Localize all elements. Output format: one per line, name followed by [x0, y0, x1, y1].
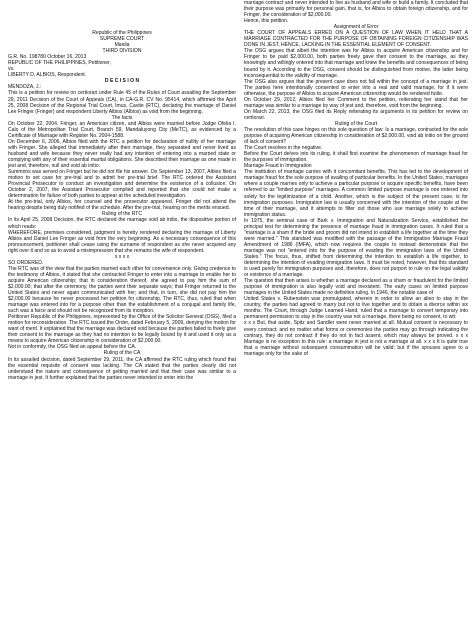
left-column	[8, 30, 236, 381]
paragraph: The Court resolves in the negative.	[244, 145, 323, 152]
ellipsis: x x x x	[114, 253, 130, 260]
paragraph: x x x But, that aside, Spitz and Sandler were never married at all. Mutual consent is necessary to every contract; and no matter what forms or ceremonies the parties may go through indicating the contrary, they do not contract if they do not in fact assent, which may always be proved. x x x Marriage is no exception to this rule: a marriage in jest is not a marriage at all. x x x It is quite true that a marriage without subsequent consummation will be valid; but if the spouses agree to a marriage only for the sake of	[244, 320, 468, 357]
paragraph: THE COURT OF APPEALS ERRED ON A QUESTION OF LAW WHEN IT HELD THAT A MARRIAGE CONTRACTED FOR THE PURPOSE OF OBTAINING FOREIGN CITIZENSHIP WAS DONE IN JEST, HENCE, LACKING IN THE ESSENTIAL ELEMENT OF CONSENT.	[244, 30, 468, 49]
right-column	[244, 0, 468, 357]
paragraph: Summons was served on Fringer but he did not file his answer. On September 13, 2007, Albios filed a motion to set case for pre-trial and to admit her pre-trial brief. The RTC ordered the Assistant Provincial Prosecutor to conduct an investigation and determine the existence of a collusion. On October 2, 2007, the Assistant Prosecutor complied and reported that she could not make a determination for failure of both parties to appear at the scheduled investigation.	[8, 169, 236, 200]
header-line: Manila	[114, 42, 130, 49]
paragraph: On March 22, 2013, the OSG filed its Reply reiterating its arguments in its petition for review on certiorari.	[244, 108, 468, 121]
paragraph: Petitioner Republic of the Philippines, represented by the Office of the Solicitor General (OSG), filed a motion for reconsideration. The RTC issued the Order, dated February 5, 2009, denying the motion for want of merit. It explained that the marriage was declared void because the parties failed to freely give their consent to the marriage as they had no intention to be legally bound by it and used it only as a means to acquire American citizenship in consideration of $2,000.00.	[8, 314, 236, 345]
section-heading: Ruling of the CA	[103, 350, 141, 357]
paragraph: The RTC was of the view that the parties married each other for convenience only. Giving credence to the testimony of Albios, it stated that she contracted Fringer to enter into a marriage to enable her to acquire American citizenship; that in consideration thereof, she agreed to pay him the sum of $2,000.00; that after the ceremony, the parties went their separate ways; that Fringer returned to the United States and never again communicated with her; and that, in turn, she did not pay him the $2,000.00 because he never processed her petition for citizenship. The RTC, thus, ruled that when marriage was entered into for a purpose other than the establishment of a conjugal and family life, such was a farce and should not be recognized from its inception.	[8, 265, 236, 315]
paragraph: In its assailed decision, dated September 29, 2011, the CA affirmed the RTC ruling which found that the essential requisite of consent was lacking. The CA stated that the parties clearly did not understand the nature and consequence of getting married and that their case was similar to a marriage in jest. It further explained that the parties never intended to enter into the	[8, 356, 236, 381]
paragraph: This is a petition for review on certiorari under Rule 45 of the Rules of Court assailing the September 29, 2011 Decision of the Court of Appeals (CA), in CA-G.R. CV No. 95414, which affirmed the April 25, 2008 Decision of the Regional Trial Court, Imus, Cavite (RTC), declaring the marriage of Daniel Lee Fringer (Fringer) and respondent Liberty Albios (Albios) as void from the beginning.	[8, 90, 236, 115]
decision-heading: D E C I S I O N	[104, 78, 140, 85]
case-number: G.R. No. 198780 October 16, 2013	[8, 54, 87, 61]
court-header	[8, 30, 236, 54]
paragraph: The OSG argues that albeit the intention was for Albios to acquire American citizenship and for Fringer to be paid $2,000.00, both parties freely gave their consent to the marriage, as they knowingly and willingly entered into that marriage and knew the benefits and consequences of being bound by it. According to the OSG, consent should be distinguished from motive, the latter being inconsequential to the validity of marriage.	[244, 48, 468, 79]
header-line: THIRD DIVISION	[102, 48, 142, 55]
section-heading: The facts	[111, 114, 133, 121]
paragraph: The institution of marriage carries with it concomitant benefits. This has led to the development of marriage fraud for the sole purpose of availing of particular benefits. In the United States, marriages where a couple marries only to achieve a particular purpose or acquire specific benefits, have been referred to as "limited purpose" marriages. A common limited purpose marriage is one entered into solely for the legitimization of a child. Another, which is the subject of the present case, is for immigration purposes. Immigration law is usually concerned with the intention of the couple at the time of their marriage, and it attempts to filter out those who use marriage solely to achieve immigration status.	[244, 169, 468, 218]
paragraph: The OSG also argues that the present case does not fall within the concept of a marriage in jest. The parties here intentionally consented to enter into a real and valid marriage, for if it were otherwise, the purpose of Albios to acquire American citizenship would be rendered futile.	[244, 78, 468, 97]
paragraph: marriage contract and never intended to live as husband and wife or build a family. It concluded that their purpose was primarily for personal gain, that is, for Albios to obtain foreign citizenship, and for Fringer, the consideration of $2,000.00.	[244, 0, 468, 19]
paragraph: Hence, this petition.	[244, 18, 289, 25]
paragraph: SO ORDERED.	[8, 259, 44, 266]
ponente: MENDOZA, J.:	[8, 84, 42, 91]
party-line: vs.	[8, 66, 15, 73]
section-heading: Assignment of Error	[333, 24, 379, 31]
paragraph: The resolution of this case hinges on this sole question of law: Is a marriage, contracted for the sole purpose of acquiring American citizenship in consideration of $2,000.00, void ab initio on the ground of lack of consent?	[244, 126, 468, 146]
paragraph: In 1975, the seminal case of Bark v. Immigration and Naturalization Service, established the principal test for determining the presence of marriage fraud in immigration cases. It ruled that a "marriage is a sham if the bride and groom did not intend to establish a life together at the time they were married." This standard was modified with the passage of the Immigration Marriage Fraud Amendment of 1986 (IMFA), which now requires the couple to instead demonstrate that the marriage was not "entered into for the purpose of evading the immigration laws of the United States." The focus, thus, shifted from determining the intention to establish a life together, to determining the intention of evading immigration laws. It must be noted, however, that this standard is used purely for immigration purposes and, therefore, does not purport to rule on the legal validity or existence of a marriage.	[244, 217, 468, 279]
paragraph: On December 6, 2006, Albios filed with the RTC a petition for declaration of nullity of her marriage with Fringer. She alleged that immediately after their marriage, they separated and never lived as husband and wife because they never really had any intention of entering into a married state or complying with any of their essential marital obligations. She described their marriage as one made in jest and, therefore, null and void ab initio.	[8, 138, 236, 170]
paragraph: At the pre-trial, only Albios, her counsel and the prosecutor appeared. Fringer did not attend the hearing despite being duly notified of the schedule. After the pre-trial, hearing on the merits ensued.	[8, 199, 236, 212]
party-line: LIBERTY D. ALBIOS, Respondent.	[8, 72, 87, 79]
section-heading: Marriage Fraud in Immigration	[244, 163, 312, 170]
header-line: SUPREME COURT	[99, 36, 145, 43]
paragraph: Before the Court delves into its ruling, it shall first examine the phenomenon of marriage fraud for the purposes of immigration.	[244, 151, 468, 164]
paragraph: On October 29, 2012, Albios filed her Comment to the petition, reiterating her stand that her marriage was similar to a marriage by way of jest and, therefore, void from the beginning.	[244, 96, 468, 109]
paragraph: In its April 25, 2008 Decision, the RTC declared the marriage void ab initio, the dispositive portion of which reads:	[8, 217, 236, 230]
paragraph: Not in conformity, the OSG filed an appeal before the CA.	[8, 344, 137, 351]
section-heading: Ruling of the Court	[334, 120, 378, 127]
header-line: Republic of the Philippines	[92, 30, 152, 36]
paragraph: On October 22, 2004, Fringer, an American citizen, and Albios were married before Judge Ofelia I. Calo of the Metropolitan Trial Court, Branch 59, Mandaluyong City (MeTC), as evidenced by a Certificate of Marriage with Register No. 2004-1588.	[8, 120, 236, 139]
paragraph: WHEREFORE, premises considered, judgment is hereby rendered declaring the marriage of Liberty Albios and Daniel Lee Fringer as void from the very beginning. As a necessary consequence of this pronouncement, petitioner shall cease using the surname of respondent as she never acquired any right over it and so as to avoid a misimpression that she remains the wife of respondent.	[8, 229, 236, 254]
paragraph: United States v. Rubenstein was promulgated, wherein in order to allow an alien to stay in the country, the parties had agreed to marry but not to live together and to obtain a divorce within six months. The Court, through Judge Learned Hand, ruled that a marriage to convert temporary into permanent permission to stay in the country was not a marriage, there being no consent, to wit:	[244, 296, 468, 321]
section-heading: Ruling of the RTC	[101, 211, 143, 218]
party-line: REPUBLIC OF THE PHILIPPINES, Petitioner,	[8, 60, 111, 67]
paragraph: The question that then arises is whether a marriage declared as a sham or fraudulent for the limited purpose of immigration is also legally void and inexistent. The early cases on limited purpose marriages in the United States made no definitive ruling. In 1946, the notable case of	[244, 278, 468, 297]
